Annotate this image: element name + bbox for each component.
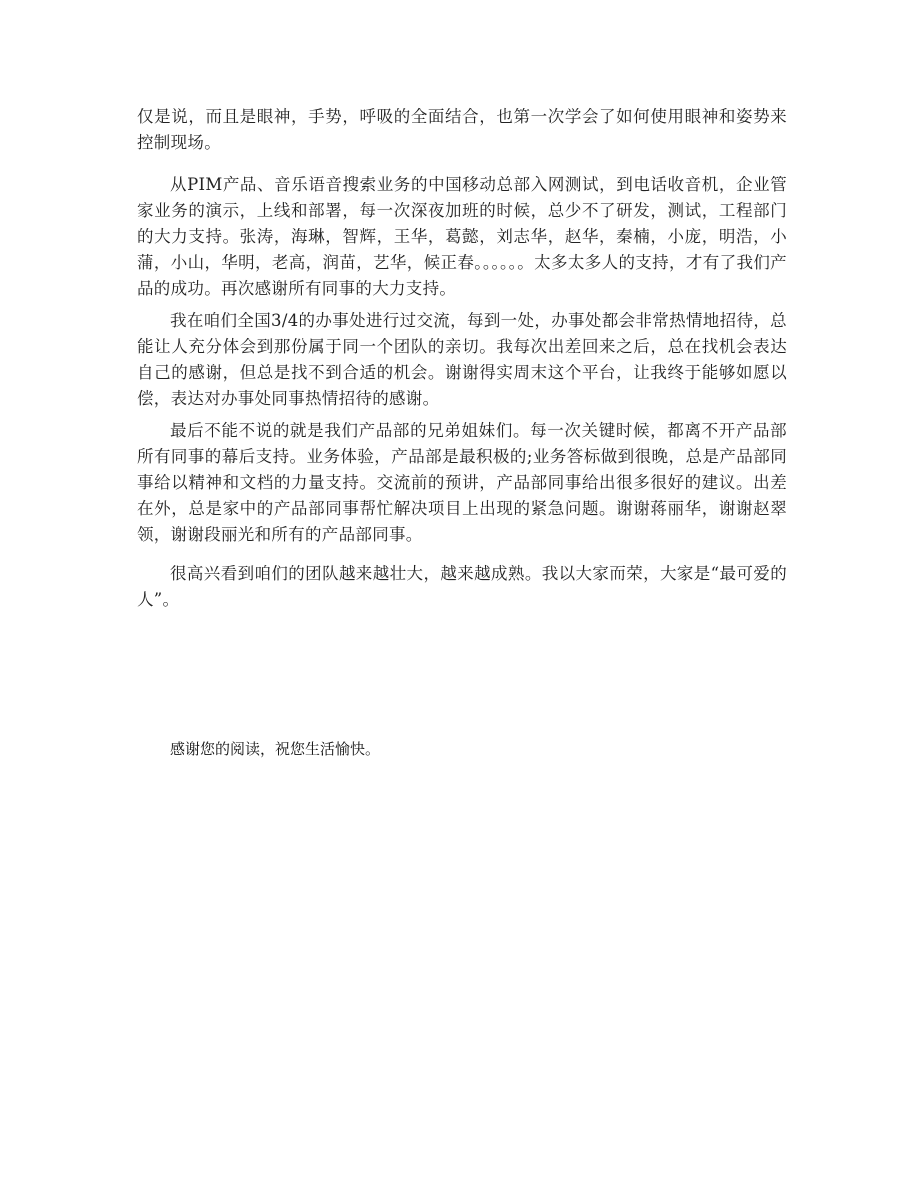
paragraph-team-growth: 很高兴看到咱们的团队越来越壮大，越来越成熟。我以大家而荣，大家是“最可爱的人”。: [137, 564, 787, 609]
paragraph-support-thanks: 从PIM产品、音乐语音搜索业务的中国移动总部入网测试，到电话收音机，企业管家业务的演示，上线和部署，每一次深夜加班的时候，总少不了研发，测试，工程部门的大力支持。张涛，海琳，智辉，王华，葛懿，刘志华，赵华，秦楠，小庞，明浩，小蒲，小山，华明，老高，润苗，艺华，候正春。。。。。。太多太多人的支持，才有了我们产品的成功。再次感谢所有同事的大力支持。: [137, 175, 787, 298]
closing-note: 感谢您的阅读，祝您生活愉快。: [170, 740, 381, 758]
paragraph-continuation: 仅是说，而且是眼神，手势，呼吸的全面结合，也第一次学会了如何使用眼神和姿势来控制现场。: [137, 107, 787, 152]
paragraph-office-thanks: 我在咱们全国3/4的办事处进行过交流，每到一处，办事处都会非常热情地招待，总能让人充分体会到那份属于同一个团队的亲切。我每次出差回来之后，总在找机会表达自己的感谢，但总是找不到合适的机会。谢谢得实周末这个平台，让我终于能够如愿以偿，表达对办事处同事热情招待的感谢。: [137, 311, 787, 408]
paragraph-product-dept-thanks: 最后不能不说的就是我们产品部的兄弟姐妹们。每一次关键时候，都离不开产品部所有同事的幕后支持。业务体验，产品部是最积极的;业务答标做到很晚，总是产品部同事给以精神和文档的力量支持。交流前的预讲，产品部同事给出很多很好的建议。出差在外，总是家中的产品部同事帮忙解决项目上出现的紧急问题。谢谢蒋丽华，谢谢赵翠领，谢谢段丽光和所有的产品部同事。: [137, 421, 787, 544]
